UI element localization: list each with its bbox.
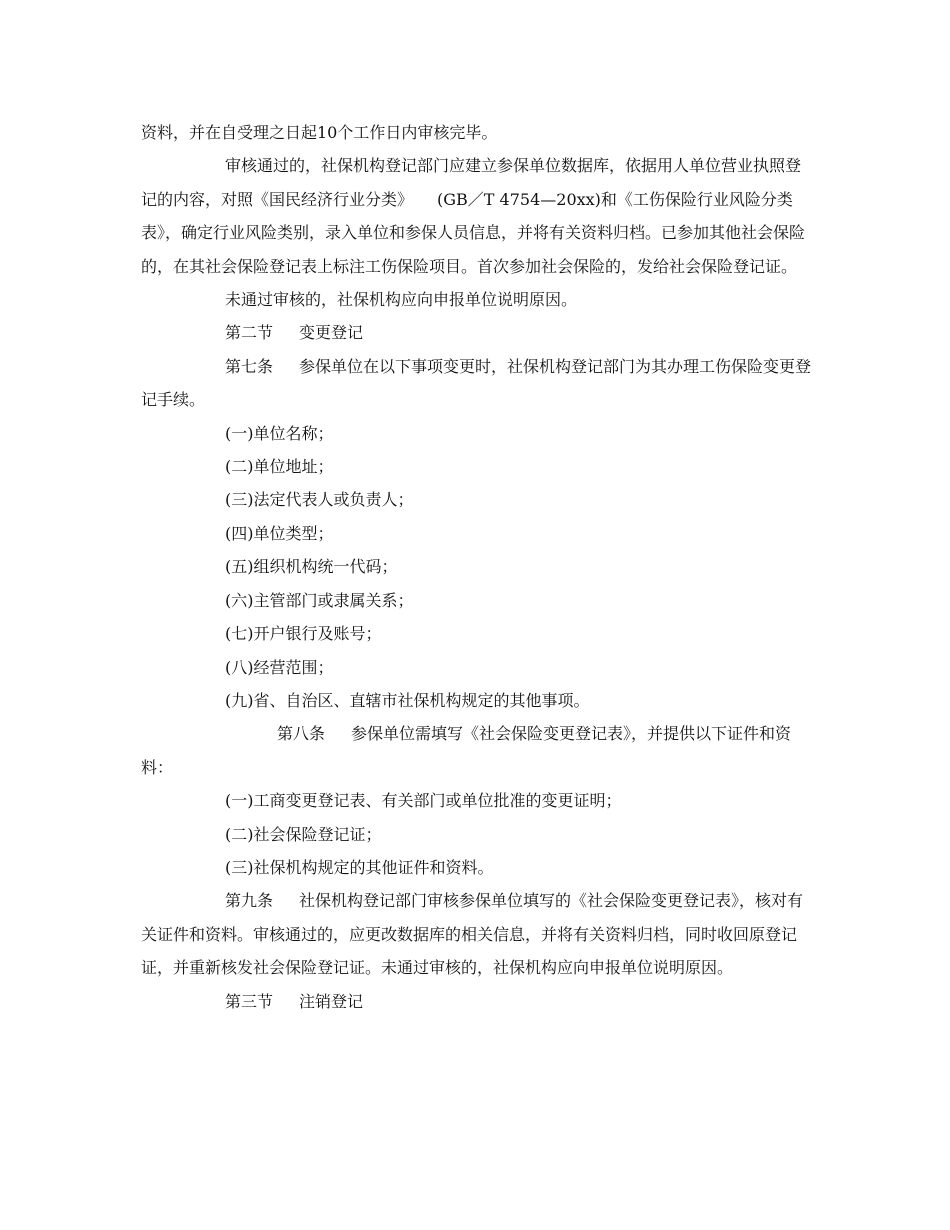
article-7-item: (五)组织机构统一代码； [225,557,398,577]
section-2-title: 变更登记 [299,323,364,343]
article-8-item: (三)社保机构规定的其他证件和资料。 [225,857,494,877]
section-2-number: 第二节 [225,323,274,343]
article-7-item: (九)省、自治区、直辖市社保机构规定的其他事项。 [225,690,590,710]
article-7-item: (三)法定代表人或负责人； [225,490,414,510]
paragraph-review-failed: 未通过审核的，社保机构应向申报单位说明原因。 [225,290,578,310]
article-9-label: 第九条 [225,891,274,911]
article-7-item: (二)单位地址； [225,457,334,477]
article-7-item: (六)主管部门或隶属关系； [225,590,414,610]
section-3-number: 第三节 [225,991,274,1011]
article-8-text: 参保单位需填写《社会保险变更登记表》，并提供以下证件和资料： [141,724,792,777]
article-7-item: (四)单位类型； [225,523,334,543]
article-8-item: (一)工商变更登记表、有关部门或单位批准的变更证明； [225,791,622,811]
article-8-paragraph [141,717,813,784]
section-3-title: 注销登记 [299,991,364,1011]
article-7-item: (七)开户银行及账号； [225,624,382,644]
article-7-label: 第七条 [225,356,274,376]
article-7-item: (八)经营范围； [225,657,334,677]
paragraph-continuation: 资料，并在自受理之日起10个工作日内审核完毕。 [141,123,498,142]
article-9-paragraph [141,884,813,984]
article-8-item: (二)社会保险登记证； [225,824,382,844]
article-7-item: (一)单位名称； [225,423,334,443]
paragraph-review-passed: 审核通过的，社保机构登记部门应建立参保单位数据库，依据用人单位营业执照登记的内容，对照《国民经济行业分类》 (GB／T 4754—20xx)和《工伤保险行业风险分类表》，确定行业风险类别，录入单位和参保人员信息，并将有关资料归档。已参加其他社会保险的，在其社会保险登记表上标注工伤保险项目。首次参加社会保险的，发给社会保险登记证。 [141,156,806,276]
section-2-heading [141,316,813,349]
article-7-paragraph [141,350,813,417]
article-8-label: 第八条 [277,724,326,744]
article-7-text: 参保单位在以下事项变更时，社保机构登记部门为其办理工伤保险变更登记手续。 [141,356,812,410]
section-3-heading [141,985,813,1018]
document-body [141,116,813,1018]
article-9-text: 社保机构登记部门审核参保单位填写的《社会保险变更登记表》，核对有关证件和资料。审核通过的，应更改数据库的相关信息，并将有关资料归档，同时收回原登记证，并重新核发社会保险登记证。未通过审核的，社保机构应向申报单位说明原因。 [141,891,804,978]
